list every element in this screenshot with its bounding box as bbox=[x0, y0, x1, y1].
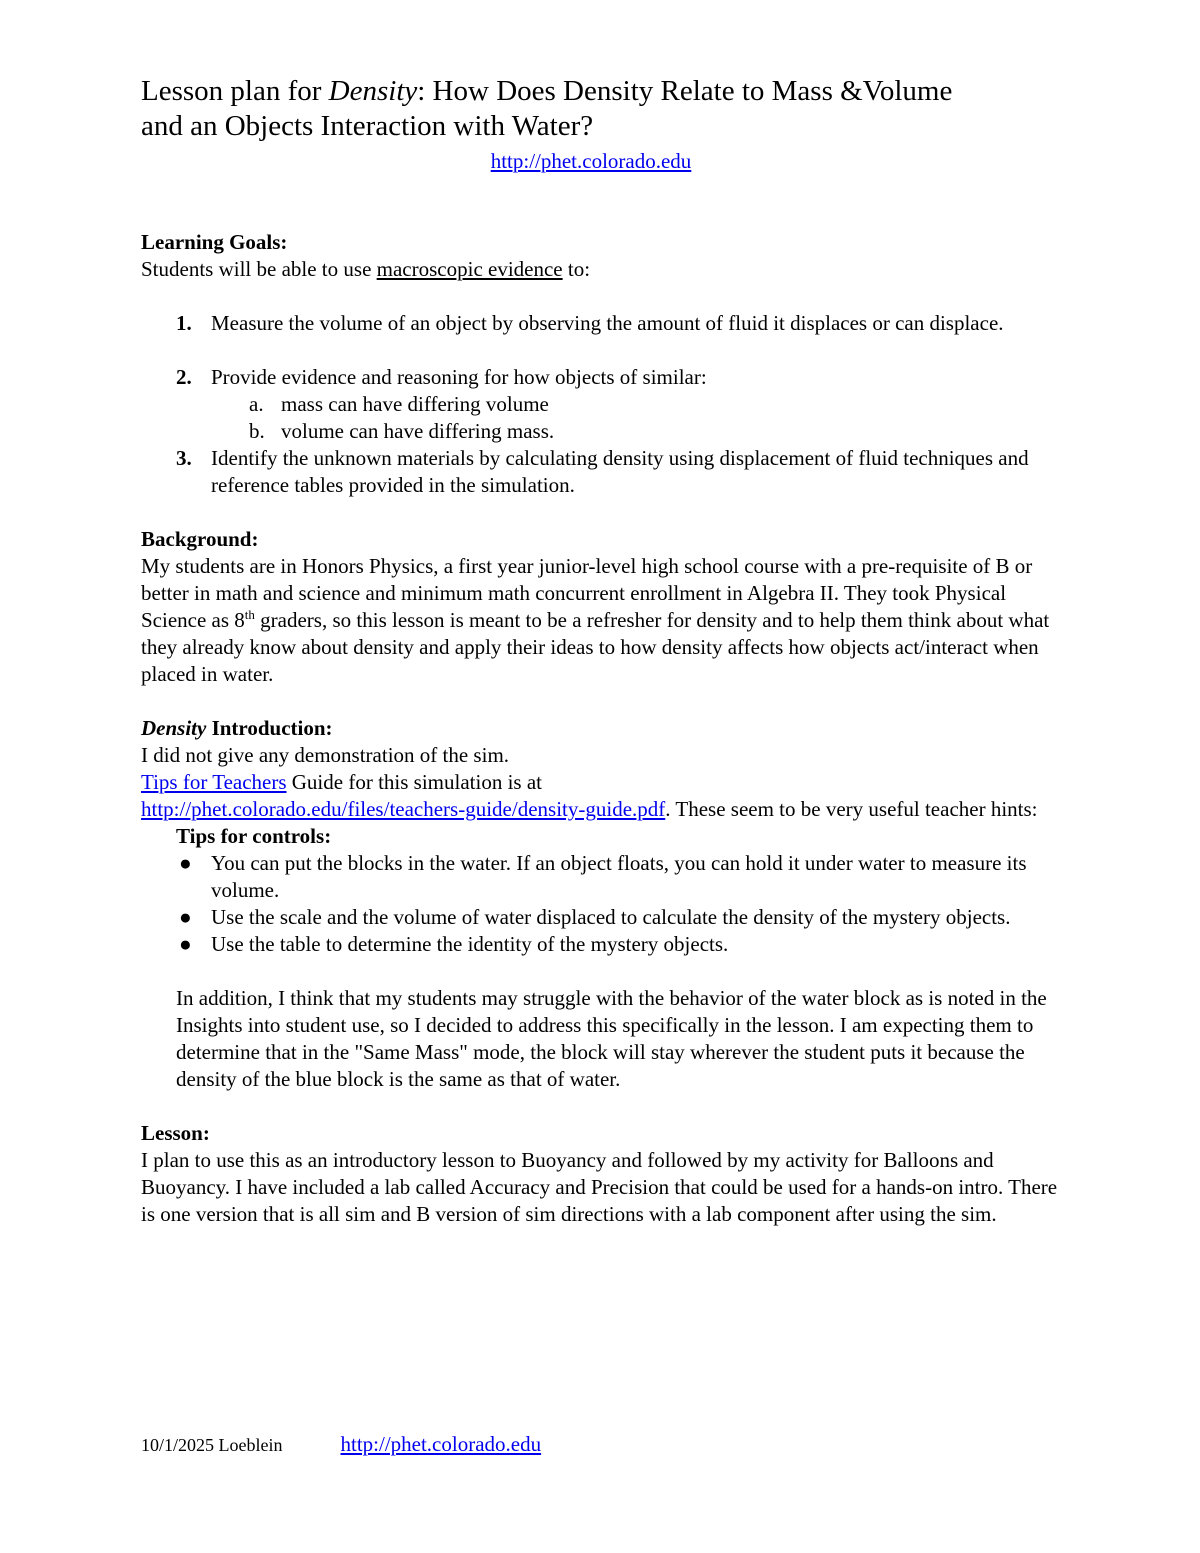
learning-goals-intro: Students will be able to use macroscopic evidence to: bbox=[141, 257, 591, 281]
controls-list bbox=[141, 850, 1071, 958]
goals-list-cont bbox=[141, 445, 1071, 499]
intro-tips: Tips for Teachers Guide for this simulation is at bbox=[141, 770, 542, 794]
goal-number: 3. bbox=[176, 446, 192, 470]
document-page bbox=[141, 74, 1071, 1228]
title-line2: and an Objects Interaction with Water? bbox=[141, 110, 594, 142]
tips-for-controls-heading: Tips for controls: bbox=[176, 824, 332, 848]
density-guide-link[interactable]: http://phet.colorado.edu/files/teachers-guide/density-guide.pdf bbox=[141, 797, 666, 821]
sub-letter: a. bbox=[249, 392, 264, 416]
list-item: 2. Provide evidence and reasoning for how objects of similar: bbox=[176, 365, 707, 389]
page-footer bbox=[141, 1431, 541, 1459]
footer-phet-link[interactable]: http://phet.colorado.edu bbox=[340, 1432, 542, 1456]
title-suffix: : How Does Density Relate to Mass &Volume bbox=[417, 75, 953, 107]
background-heading: Background: bbox=[141, 527, 259, 551]
tips-for-teachers-link[interactable]: Tips for Teachers bbox=[141, 770, 287, 794]
list-item: b. volume can have differing mass. bbox=[249, 419, 555, 443]
learning-goals-heading: Learning Goals: bbox=[141, 230, 288, 254]
page-title bbox=[141, 74, 1071, 144]
goal-number: 2. bbox=[176, 365, 192, 389]
title-prefix: Lesson plan for bbox=[141, 75, 329, 107]
lesson-heading: Lesson: bbox=[141, 1121, 210, 1145]
list-item: 1. Measure the volume of an object by observing the amount of fluid it displaces or can displace. bbox=[176, 311, 1004, 335]
intro-line1: I did not give any demonstration of the sim. bbox=[141, 743, 510, 767]
background-text: My students are in Honors Physics, a first year junior-level high school course with a pre-requisite of B or better in math and science and minimum math concurrent enrollment in Algebra II. They took Physical Science as 8th graders, so this lesson is meant to be a refresher for density and to help them think about what they already know about density and apply their ideas to how density affects how objects act/interact when placed in water. bbox=[141, 554, 1050, 686]
list-item: ● You can put the blocks in the water. If an object floats, you can hold it under water to measure its volume. bbox=[179, 851, 1027, 902]
goals-sublist bbox=[141, 391, 1071, 445]
intro-guide: http://phet.colorado.edu/files/teachers-guide/density-guide.pdf. These seem to be very useful teacher hints: bbox=[141, 797, 1038, 821]
title-link-row bbox=[141, 148, 1071, 175]
list-item: ● Use the scale and the volume of water displaced to calculate the density of the mystery objects. bbox=[179, 905, 1011, 929]
list-item: 3. Identify the unknown materials by calculating density using displacement of fluid techniques and reference tables provided in the simulation. bbox=[176, 446, 1029, 497]
phet-link[interactable]: http://phet.colorado.edu bbox=[490, 149, 692, 173]
bullet-icon: ● bbox=[179, 851, 192, 875]
goals-list bbox=[141, 310, 1071, 391]
list-item: a. mass can have differing volume bbox=[249, 392, 549, 416]
goal-number: 1. bbox=[176, 311, 192, 335]
bullet-icon: ● bbox=[179, 932, 192, 956]
sub-letter: b. bbox=[249, 419, 265, 443]
title-italic: Density bbox=[328, 75, 418, 107]
introduction-heading: Density Introduction: bbox=[141, 716, 333, 740]
list-item: ● Use the table to determine the identity of the mystery objects. bbox=[179, 932, 729, 956]
footer-date-author: 10/1/2025 Loeblein bbox=[141, 1435, 283, 1455]
bullet-icon: ● bbox=[179, 905, 192, 929]
addition-paragraph: In addition, I think that my students may struggle with the behavior of the water block as is noted in the Insights into student use, so I decided to address this specifically in the lesson. I am expecting them to determine that in the "Same Mass" mode, the block will stay wherever the student puts it because the density of the blue block is the same as that of water. bbox=[176, 986, 1047, 1091]
lesson-text: I plan to use this as an introductory lesson to Buoyancy and followed by my activity for Balloons and Buoyancy. I have included a lab called Accuracy and Precision that could be used for a hands-on intro. There is one version that is all sim and B version of sim directions with a lab component after using the sim. bbox=[141, 1148, 1058, 1226]
macroscopic-evidence: macroscopic evidence bbox=[376, 257, 563, 281]
